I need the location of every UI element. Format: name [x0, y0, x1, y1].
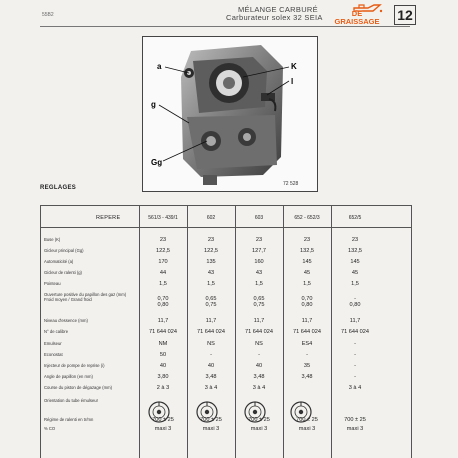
section-subheading: Carburateur solex 32 SEIA: [226, 13, 323, 22]
column-header: 561/3 - 439/1: [148, 215, 178, 221]
row-label: Automaticité (a): [44, 259, 74, 264]
table-cell: 11,7: [157, 318, 169, 324]
carburetor-figure: [142, 36, 318, 192]
column-header: 652 - 652/3: [294, 215, 320, 221]
table-cell: 0,65 0,75: [253, 296, 265, 308]
table-cell: maxi 3: [202, 426, 220, 432]
table-cell: 700 ± 25: [248, 417, 270, 423]
row-label: Injecteur de pompe de reprise (i): [44, 363, 105, 368]
table-cell: 11,7: [301, 318, 313, 324]
table-cell: 122,5: [156, 248, 170, 254]
emulsion-tube-orientation-icon: [145, 400, 173, 424]
table-cell: -: [306, 352, 308, 358]
table-cell: 23: [351, 237, 359, 243]
table-cell: ES4: [301, 341, 313, 347]
emulsion-tube-orientation-icon: [287, 400, 315, 424]
table-cell: 700 ± 25: [152, 417, 174, 423]
table-cell: 1,5: [255, 281, 263, 287]
table-cell: 11,7: [253, 318, 265, 324]
table-cell: 40: [255, 363, 263, 369]
table-cell: 40: [159, 363, 167, 369]
table-cell: NS: [255, 341, 263, 347]
table-cell: NM: [158, 341, 168, 347]
table-cell: 132,5: [300, 248, 314, 254]
reglages-title: REGLAGES: [40, 185, 77, 191]
table-cell: 71 644 024: [149, 329, 177, 335]
table-cell: 135: [206, 259, 216, 265]
page-number: 12: [394, 5, 416, 25]
table-cell: 0,65 0,75: [205, 296, 217, 308]
row-label: Angle de papillon (en mm): [44, 374, 93, 379]
table-cell: 43: [255, 270, 263, 276]
table-cell: 160: [254, 259, 264, 265]
row-label: Orientation du tube émulseur: [44, 398, 99, 403]
row-label: Niveau d'essence (mm): [44, 318, 88, 323]
table-cell: 45: [303, 270, 311, 276]
table-cell: 3,48: [253, 374, 265, 380]
table-cell: 35: [303, 363, 311, 369]
table-cell: 11,7: [205, 318, 217, 324]
table-cell: 145: [302, 259, 312, 265]
row-label: Régime de ralenti en tr/mn: [44, 417, 94, 422]
label-a: a: [157, 62, 162, 71]
table-cell: 0,70 0,80: [301, 296, 313, 308]
table-cell: -: [354, 341, 356, 347]
table-cell: 3,48: [301, 374, 313, 380]
table-cell: NS: [207, 341, 215, 347]
table-cell: 71 644 024: [245, 329, 273, 335]
row-label: % CO: [44, 426, 56, 431]
table-cell: 170: [158, 259, 168, 265]
table-cell: 23: [255, 237, 263, 243]
page-code: 55B2: [42, 12, 54, 18]
row-label: Econostat: [44, 352, 63, 357]
carburetor-drawing: [143, 37, 317, 191]
header-rule: [40, 26, 410, 27]
column-header: 652/5: [348, 215, 362, 221]
table-cell: 23: [207, 237, 215, 243]
table-cell: 23: [303, 237, 311, 243]
row-label: Emulseur: [44, 341, 62, 346]
table-cell: maxi 3: [250, 426, 268, 432]
figure-ref: 72 528: [283, 181, 299, 187]
watermark-logo: [330, 10, 384, 26]
table-cell: maxi 3: [154, 426, 172, 432]
column-header: 602: [206, 215, 216, 221]
row-label: Gicleur principal (Gg): [44, 248, 84, 253]
table-cell: -: [354, 374, 356, 380]
watermark-line2: GRAISSAGE: [334, 17, 380, 26]
table-cell: 23: [159, 237, 167, 243]
table-cell: maxi 3: [298, 426, 316, 432]
row-label: Ouverture positive du papillon des gaz (mm) Froid moyen / Grand froid: [44, 292, 127, 302]
table-cell: 700 ± 25: [296, 417, 318, 423]
table-cell: -: [258, 352, 260, 358]
row-label: Course du piston de dégazage (mm): [44, 385, 112, 390]
table-cell: 127,7: [252, 248, 266, 254]
table-cell: 11,7: [349, 318, 361, 324]
label-Gg: Gg: [151, 158, 163, 167]
row-label: Gicleur de ralenti (g): [44, 270, 82, 275]
table-cell: 145: [350, 259, 360, 265]
table-cell: 3 à 4: [204, 385, 218, 391]
table-cell: 40: [207, 363, 215, 369]
label-K: K: [291, 62, 297, 71]
table-cell: -: [354, 363, 356, 369]
settings-table: [40, 205, 412, 458]
repere-header: REPERE: [96, 215, 121, 221]
section-heading: MÉLANGE CARBURÉ: [238, 5, 318, 14]
table-cell: 44: [159, 270, 167, 276]
watermark-line1: DE: [351, 9, 363, 18]
table-cell: 1,5: [207, 281, 215, 287]
table-cell: 2 à 3: [156, 385, 170, 391]
emulsion-tube-orientation-icon: [241, 400, 269, 424]
table-cell: 1,5: [303, 281, 311, 287]
table-cell: 1,5: [159, 281, 167, 287]
table-cell: 1,5: [351, 281, 359, 287]
table-cell: 3 à 4: [252, 385, 266, 391]
table-cell: 3,80: [157, 374, 169, 380]
row-label: Pointeau: [44, 281, 61, 286]
table-cell: 71 644 024: [341, 329, 369, 335]
table-cell: 700 ± 25: [344, 417, 366, 423]
table-cell: 71 644 024: [197, 329, 225, 335]
table-cell: -: [210, 352, 212, 358]
table-cell: 45: [351, 270, 359, 276]
emulsion-tube-orientation-icon: [193, 400, 221, 424]
column-header: 603: [254, 215, 264, 221]
table-cell: 43: [207, 270, 215, 276]
table-cell: maxi 3: [346, 426, 364, 432]
table-cell: 71 644 024: [293, 329, 321, 335]
table-cell: - 0,80: [349, 296, 361, 308]
table-cell: -: [354, 352, 356, 358]
header-divider: [41, 227, 411, 228]
table-cell: 700 ± 25: [200, 417, 222, 423]
row-label: Buse (K): [44, 237, 61, 242]
table-cell: 50: [159, 352, 167, 358]
row-label: N° de calibre: [44, 329, 69, 334]
label-l: l: [291, 77, 294, 86]
table-cell: 132,5: [348, 248, 362, 254]
table-cell: 3,48: [205, 374, 217, 380]
table-cell: 122,5: [204, 248, 218, 254]
label-g: g: [151, 100, 156, 109]
table-cell: 0,70 0,80: [157, 296, 169, 308]
table-cell: 3 à 4: [348, 385, 362, 391]
